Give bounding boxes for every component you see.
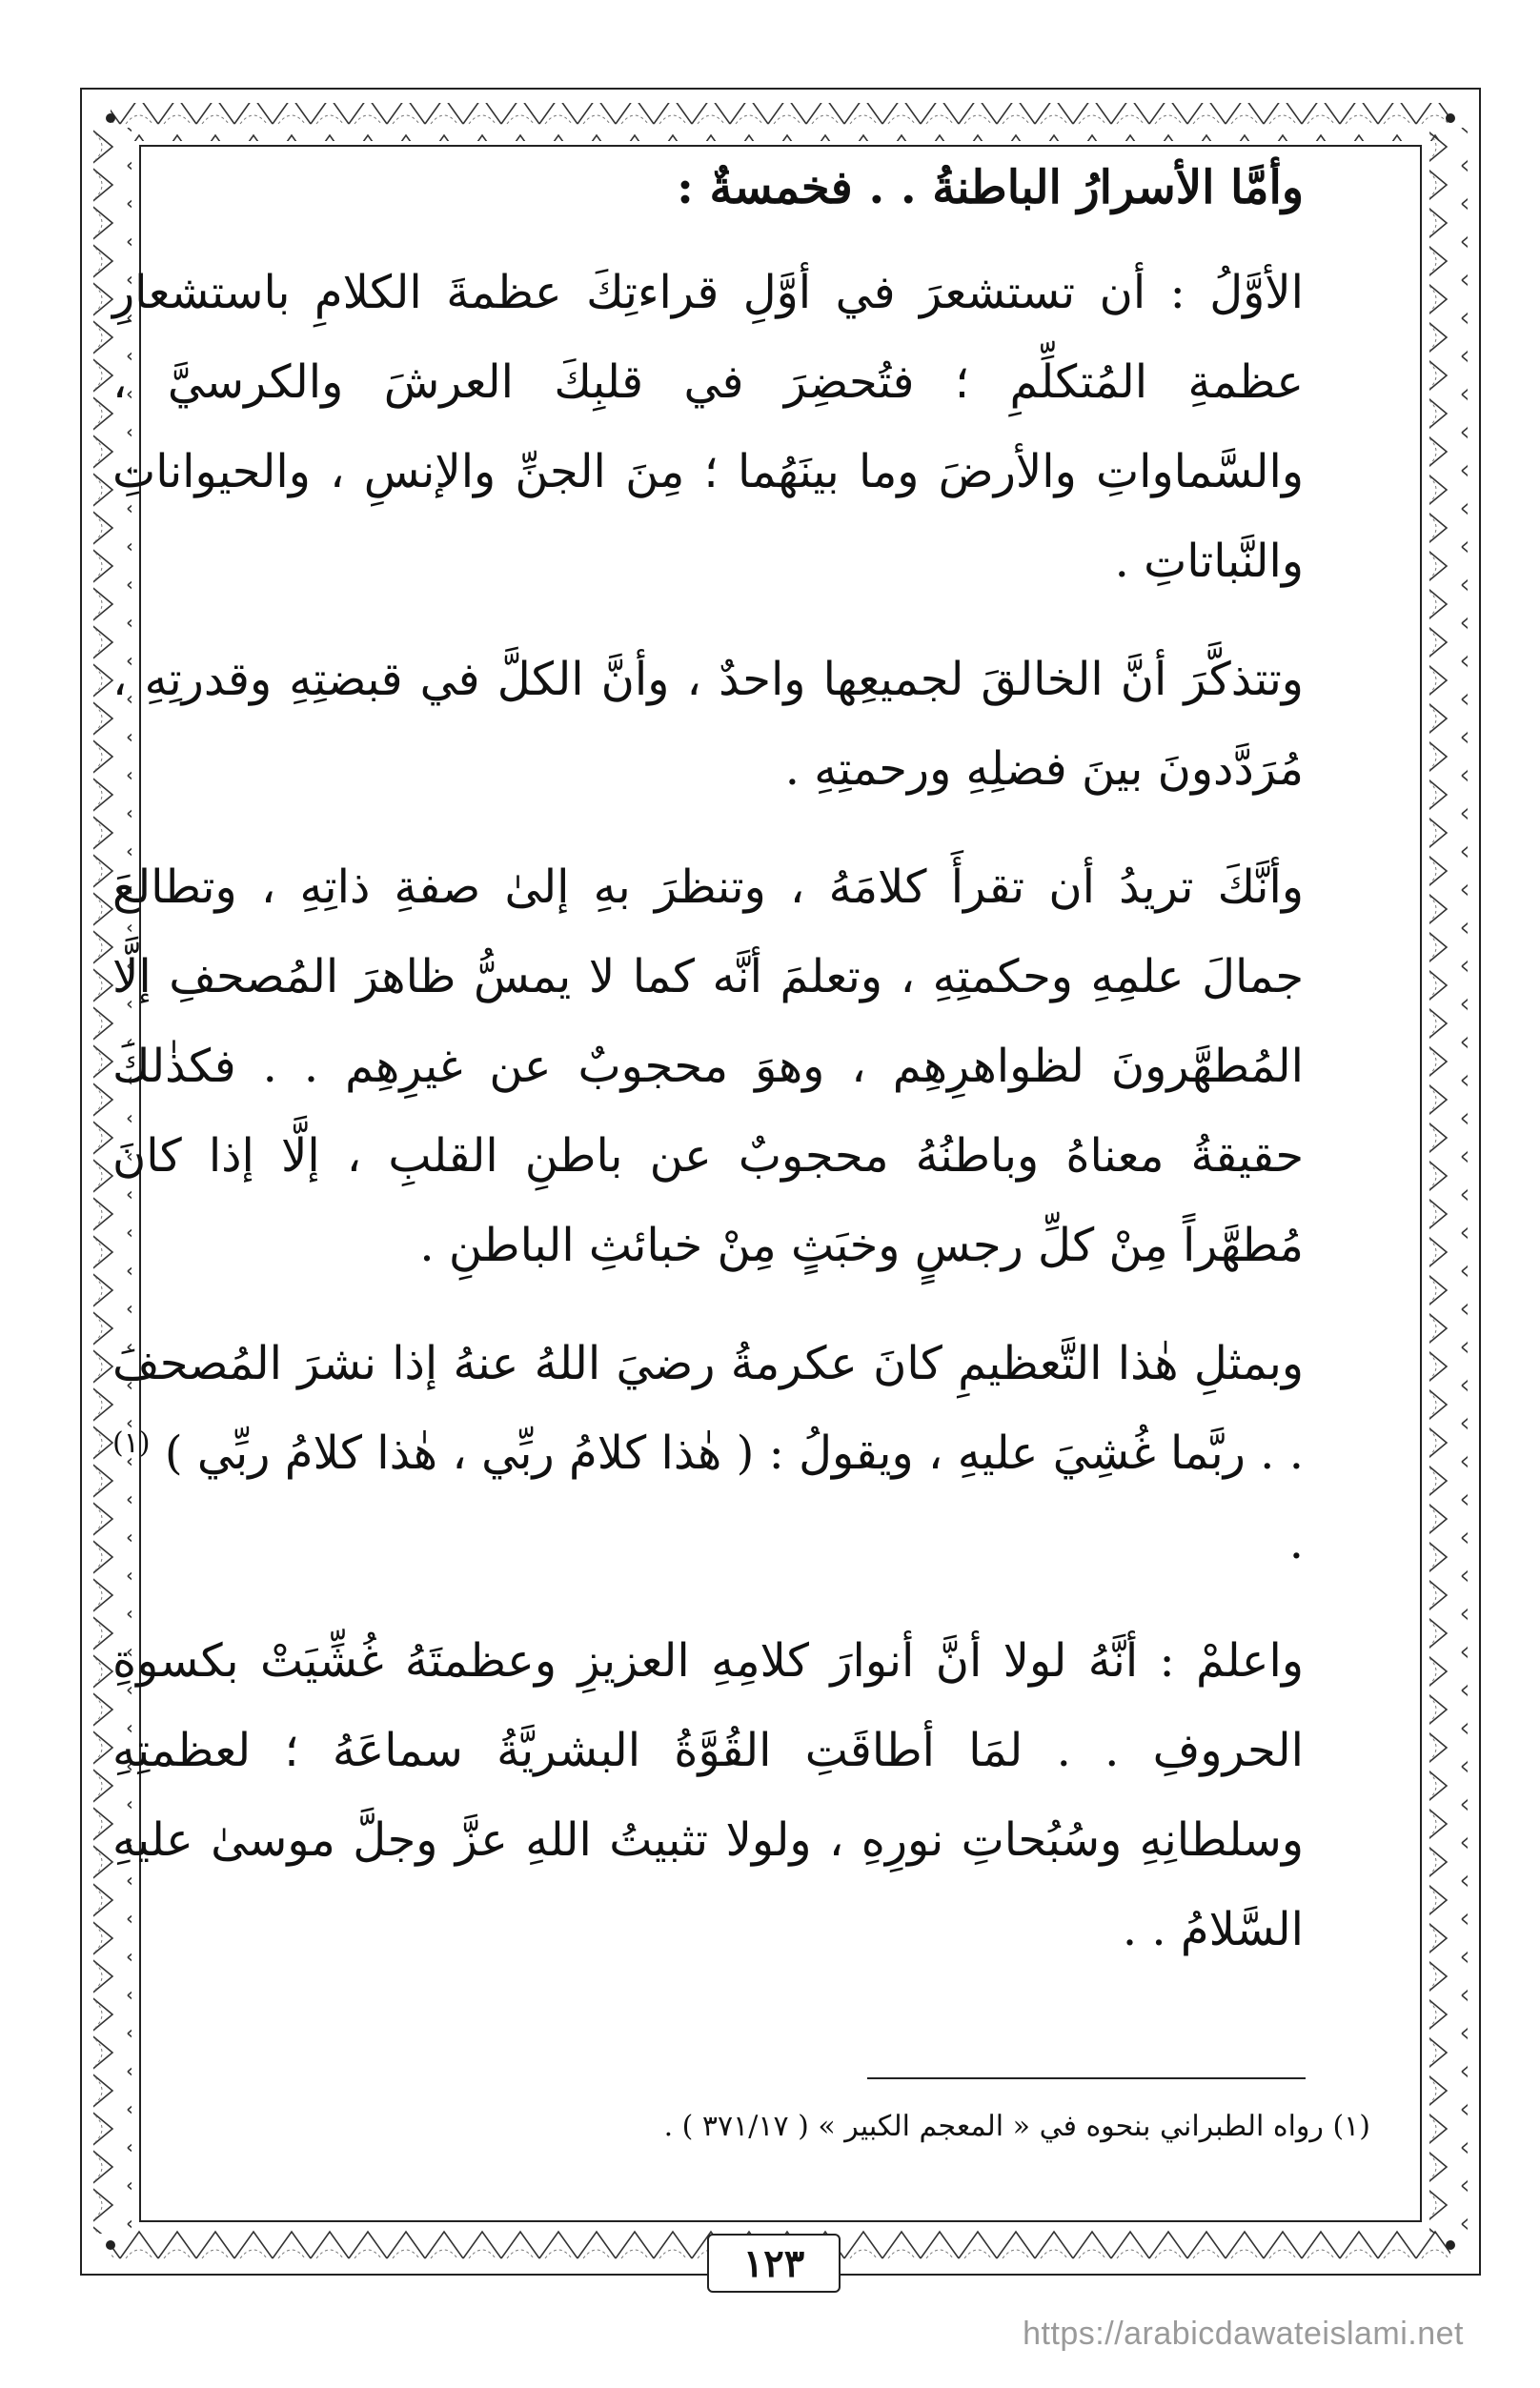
paragraph-1: الأوَّلُ : أن تستشعرَ في أوَّلِ قراءتِكَ عظمةَ الكلامِ باستشعارِ عظمةِ المُتكلِّمِ ؛ فتُحضِرَ في قلبِكَ العرشَ والكرسيَّ ، والسَّماواتِ والأرضَ وما بينَهُما ؛ مِنَ الجنِّ والإنسِ ، والحيواناتِ والنَّباتاتِ .: [112, 266, 1304, 588]
watermark-url: https://arabicdawateislami.net: [1023, 2316, 1464, 2352]
paragraph-4: [112, 1319, 1304, 1588]
paragraph-3: وأنَّكَ تريدُ أن تقرأَ كلامَهُ ، وتنظرَ بهِ إلىٰ صفةِ ذاتِهِ ، وتطالعَ جمالَ علمِهِ وحكمتِهِ ، وتعلمَ أنَّه كما لا يمسُّ ظاهرَ المُصحفِ إلَّا المُطهَّرونَ لظواهرِهِم ، وهوَ محجوبٌ عن غيرِهِم . . فكذٰلكَ حقيقةُ معناهُ وباطنُهُ محجوبٌ عن باطنِ القلبِ ، إلَّا إذا كانَ مُطهَّراً مِنْ كلِّ رجسٍ وخبَثٍ مِنْ خبائثِ الباطنِ .: [112, 860, 1305, 1272]
paragraph-4-end: .: [1288, 1516, 1304, 1569]
paragraph-2: وتتذكَّرَ أنَّ الخالقَ لجميعِها واحدٌ ، وأنَّ الكلَّ في قبضتِهِ وقدرتِهِ ، مُرَدَّدونَ بينَ فضلِهِ ورحمتِهِ .: [112, 653, 1304, 796]
paragraph-5: واعلمْ : أنَّهُ لولا أنَّ أنوارَ كلامِهِ العزيزِ وعظمتَهُ غُشِّيَتْ بكسوةِ الحروفِ . . لمَا أطاقَتِ القُوَّةُ البشريَّةُ سماعَهُ ؛ لعظمتِهِ وسلطانِهِ وسُبُحاتِ نورِهِ ، ولولا تثبيتُ اللهِ عزَّ وجلَّ موسىٰ عليهِ السَّلامُ . .: [112, 1634, 1305, 1956]
footnote-divider: [867, 2077, 1306, 2079]
section-heading: وأمَّا الأسرارُ الباطنةُ . . فخمسةٌ :: [677, 161, 1304, 214]
footnote-reference: (١): [112, 1427, 151, 1460]
page-body: [112, 143, 1304, 2003]
paragraph-4-text: وبمثلِ هٰذا التَّعظيمِ كانَ عكرمةُ رضيَ اللهُ عنهُ إذا نشرَ المُصحفَ . . ربَّما غُشِيَ عليهِ ، ويقولُ : ( هٰذا كلامُ ربِّي ، هٰذا كلامُ ربِّي ): [112, 1337, 1304, 1480]
footnote-text: (١) رواه الطبراني بنحوه في « المعجم الكبير » ( ٣٧١/١٧ ) .: [663, 2110, 1370, 2143]
page-number: ١٢٣: [707, 2234, 841, 2293]
